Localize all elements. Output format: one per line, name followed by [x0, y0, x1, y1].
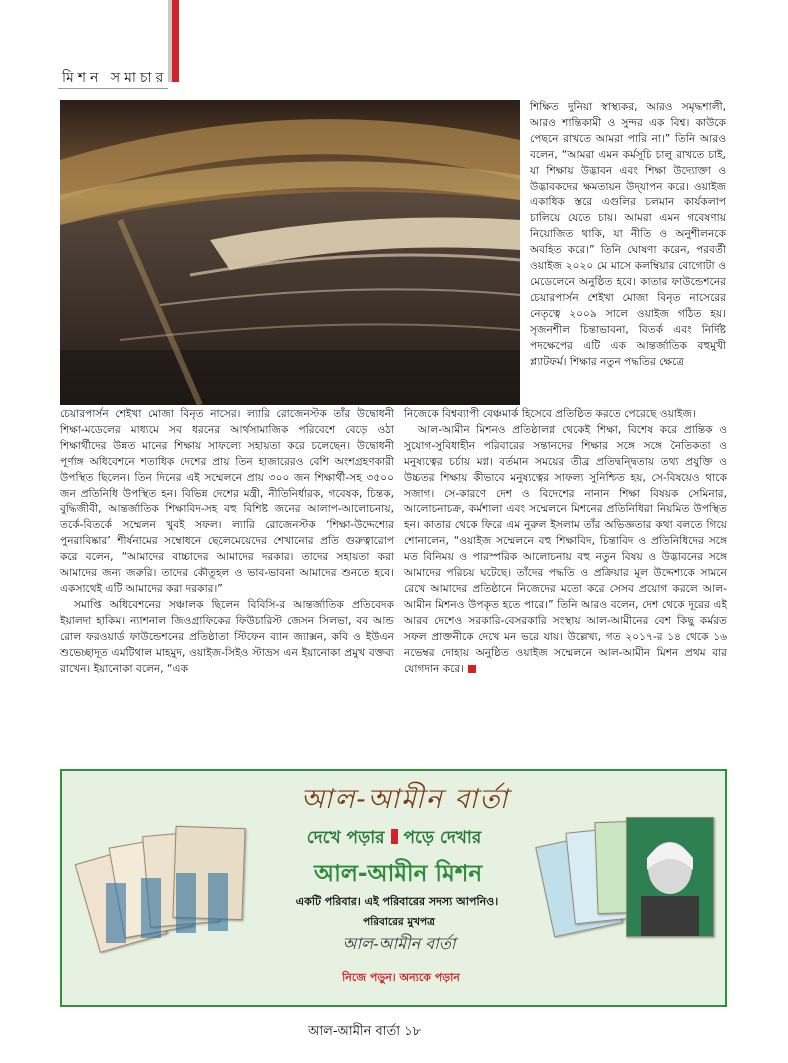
auditorium-illustration: [60, 100, 520, 405]
mouthpiece-line: পরিবারের মুখপত্র: [363, 916, 435, 928]
separator-icon: [391, 829, 398, 844]
article-right-column: [530, 100, 726, 370]
read-cta: নিজে পড়ুন। অন্যকে পড়ান: [342, 971, 460, 984]
magazine-stack-left: [76, 793, 266, 998]
header-red-bar: [172, 0, 179, 82]
magazine-stack-right: [534, 799, 724, 999]
page-footer: [308, 1022, 421, 1043]
article-paragraph: [404, 423, 727, 678]
page-number: ১৮: [404, 1024, 422, 1039]
end-mark-icon: [468, 665, 476, 673]
tagline-part: পড়ে দেখার: [403, 828, 482, 848]
conference-hall-photo: [60, 100, 520, 405]
mission-name: আল-আমীন মিশন: [313, 861, 483, 887]
magazine-cover-portrait: [626, 817, 714, 937]
article-paragraph: সমাপ্তি অধিবেশনের সঞ্চালক ছিলেন বিবিসি-র আন্তর্জাতিক প্রতিবেদক ইয়ালদা হাকিম। ন্যাশনাল জিওগ্রাফিকের ফিউচারিস্ট জেসন সিলভা, বব আন্ড রোল ফরওয়ার্ড ফাউন্ডেশনের প্রতিষ্ঠাতা স্টিফেন ব্যান জ্যাক্সন, কবি ও ইউএন শুভেচ্ছাদূত এমটিথাল মাহমুদ, ওয়াইজ-সিইও স্টাভ্রস এন ইয়ানোকা প্রমুখ বক্তব্য রাখেন। ইয়ানোকা বলেন, “এক: [60, 598, 394, 675]
section-title: মিশন সমাচার: [62, 70, 168, 86]
family-line: একটি পরিবার। এই পরিবারের সদস্য আপনিও।: [295, 895, 499, 908]
article-left-column: [60, 407, 394, 677]
article-paragraph: চেয়ারপার্সন শেইখা মোজা বিনৃত নাসের। ল্যারি রোজেনস্টক তাঁর উদ্বোধনী শিক্ষা-মডেলের মাধ্যমে সব ধরনের আর্থসামাজিক পরিবেশে বেড়ে ওঠা শিক্ষার্থীদের উন্নত মানের শিক্ষায় সাফল্যে সহায়তা করে চলেছেন। উদ্বোধনী পূর্ণাঙ্গ অধিবেশনে শতাধিক দেশের প্রায় তিন হাজারেরও বেশি অংশগ্রহণকারী উপস্থিত ছিলেন। তিন দিনের এই সম্মেলনে প্রায় ৩০০ জন শিক্ষার্থী-সহ ৩৫০০ জন প্রতিনিধি উপস্থিত হন। বিভিন্ন দেশের মন্ত্রী, নীতিনির্ধারক, গবেষক, চিন্তক, বুদ্ধিজীবী, আন্তর্জাতিক শিক্ষাবিদ-সহ বহু বিশিষ্ট জনের আলাপ-আলোচনায়, তর্কে-বিতর্কে সম্মেলন খুবই সফল। ল্যারি রোজেনস্টক ‘শিক্ষা-উদ্দেশ্যের পুনরাবিষ্কার’ শীর্ষনামের সম্বোধনে ছেলেমেয়েদের শেখানোর প্রতি গুরুত্বারোপ করে বলেন, “আমাদের বাচ্চাদের আমাদের দরকার। তাদের সহায়তা করা আমাদের জন্য জরুরি। তাদের কৌতূহল ও ভাব-ভাবনা আমাদের শুনতে হবে। একসাথেই এটি আমাদের করা দরকার।”: [60, 408, 394, 595]
barta-signature: আল-আমীন বার্তা: [342, 934, 456, 953]
article-paragraph-text: আল-আমীন মিশনও প্রতিষ্ঠালগ্ন থেকেই শিক্ষা, বিশেষ করে প্রান্তিক ও সুযোগ-সুবিধাহীন পরিবারের সন্তানদের শিক্ষার সঙ্গে সঙ্গে নৈতিকতা ও মনুষ্যত্বের চর্চায় মগ্ন। বর্তমান সময়ের তীব্র প্রতিদ্বন্দ্বিতায় তথ্য প্রযুক্তি ও উচ্চতর শিক্ষায় কীভাবে মনুষ্যত্বের সাফল্য সুনিশ্চিত হয়, সে-বিষয়েও থাকে সজাগ। সে-কারণে দেশ ও বিদেশের নানান শিক্ষা বিষয়ক সেমিনার, আলোচনাচক্র, কর্মশালা এবং সম্মেলনে মিশনের প্রতিনিধিরা নিয়মিত উপস্থিত হন। কাতার থেকে ফিরে এম নুরুল ইসলাম তাঁর অভিজ্ঞতার কথা বলতে গিয়ে শোনালেন, “ওয়াইজ সম্মেলনে বহু শিক্ষাবিদ, চিন্তাবিদ ও প্রতিনিধিদের সঙ্গে মত বিনিময় ও পারস্পরিক আলোচনায় বহু নতুন বিষয় ও উদ্ভাবনের সঙ্গে আমাদের পরিচয় ঘটেছে। তাঁদের পদ্ধতি ও প্রক্রিয়ার মূল উদ্দেশ্যকে সামনে রেখে আমাদের প্রতিষ্ঠানে নিজেদের মতো করে সেসব প্রয়োগ করলে আল-আমীন মিশনও উপকৃত হতে পারে।” তিনি আরও বলেন, দেশ থেকে দূরের এই আরব দেশেও সরকারি-বেসরকারি সংস্থায় আল-আমীনের বেশ কিছু কর্মরত সফল প্রাক্তনীকে দেখে মন ভরে যায়। উল্লেখ্য, গত ২০১৭-র ১৪ থেকে ১৬ নভেম্বর দোহায় অনুষ্ঠিত ওয়াইজ সম্মেলনে আল-আমীন মিশন প্রথম বার যোগদান করে।: [404, 423, 727, 675]
header-rule: [58, 88, 168, 89]
article-right-lower-column: [404, 407, 727, 677]
article-paragraph: শিক্ষিত দুনিয়া স্বাস্থ্যকর, আরও সমৃদ্ধশালী, আরও শান্তিকামী ও সুন্দর এক বিশ্ব। কাউকে পেছনে রাখতে আমরা পারি না।” তিনি আরও বলেন, “আমরা এমন কর্মসূচি চালু রাখতে চাই, যা শিক্ষায় উদ্ভাবন এবং শিক্ষা উদ্যোক্তা ও উদ্ভাবকদের ক্ষমতায়ন উদ্‌যাপন করে। ওয়াইজ একাধিক স্তরে এগুলির চলমান কার্যকলাপ চালিয়ে যেতে চায়। আমরা এমন গবেষণায় নিয়োজিত থাকি, যা নীতি ও অনুশীলনকে অবহিত করে।” তিনি ঘোষণা করেন, পরবর্তী ওয়াইজ ২০২০ মে মাসে কলম্বিয়ার বোগোটা ও মেডেলেনে অনুষ্ঠিত হবে। কাতার ফাউন্ডেশনের চেয়ারপার্সন শেইখা মোজা বিনৃত নাসেরের নেতৃত্বে ২০০৯ সালে ওয়াইজ গঠিত হয়। সৃজনশীল চিন্তাভাবনা, বিতর্ক এবং নির্দিষ্ট পদক্ষেপের এটি এক আন্তর্জাতিক বহুমুখী প্ল্যাটফর্ম। শিক্ষার নতুন পদ্ধতির ক্ষেত্রে: [530, 101, 726, 368]
tagline-part: দেখে পড়ার: [306, 828, 385, 848]
al-ameen-barta-advert: [60, 769, 727, 1007]
article-paragraph: নিজেকে বিশ্বব্যাপী বেঞ্চমার্ক হিসেবে প্রতিষ্ঠিত করতে পেরেছে ওয়াইজ।: [404, 408, 696, 420]
portrait-illustration: [627, 818, 713, 936]
ad-tagline: [274, 825, 514, 853]
footer-title: আল-আমীন বার্তা: [308, 1024, 401, 1039]
barta-logo: আল-আমীন বার্তা: [300, 784, 510, 815]
magazine-pattern: [96, 873, 246, 963]
